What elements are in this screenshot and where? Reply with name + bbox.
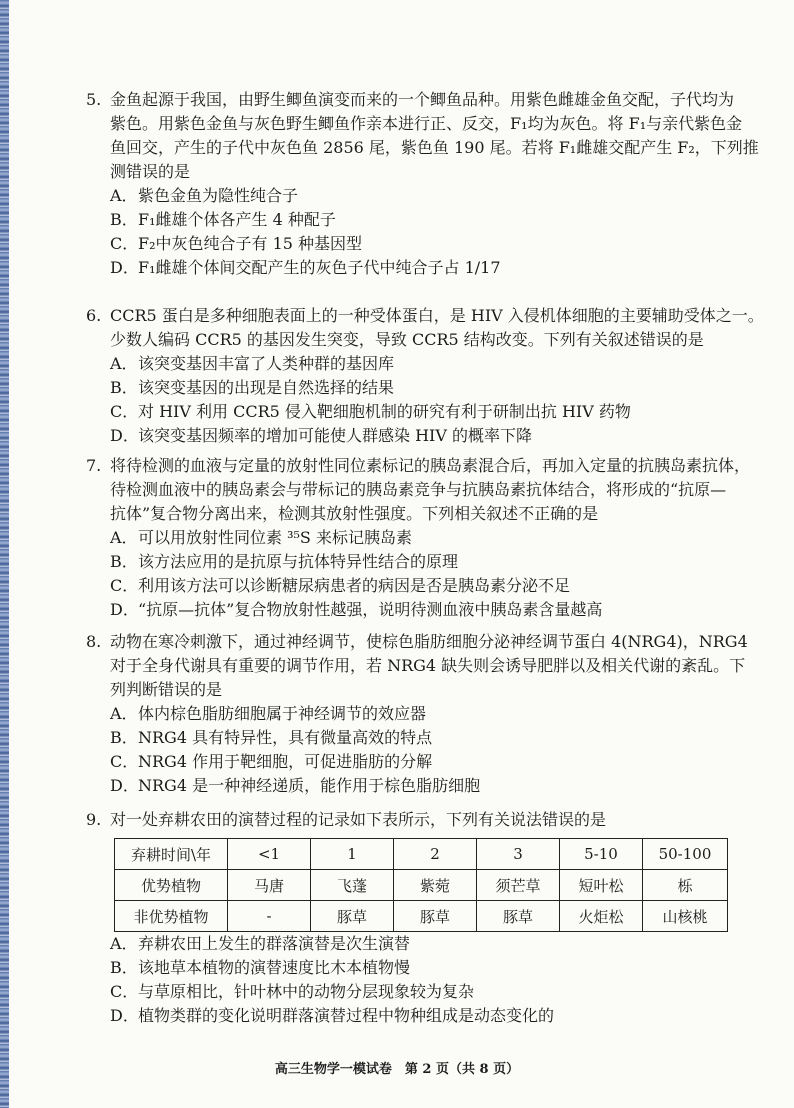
option-a [86,352,754,376]
option-text: 该突变基因的出现是自然选择的结果 [138,378,395,397]
stem-line: 少数人编码 CCR5 的基因发生突变，导致 CCR5 结构改变。下列有关叙述错误的是 [110,330,704,349]
table-cell: 火炬松 [560,901,643,932]
stem-line: 动物在寒冷刺激下，通过神经调节，使棕色脂肪细胞分泌神经调节蛋白 4(NRG4)，NRG4 [110,632,748,651]
table-row [115,870,728,901]
table-cell: 马唐 [228,870,311,901]
table-cell: 飞蓬 [311,870,394,901]
option-label: C． [110,752,139,771]
option-label: B． [110,552,138,571]
option-text: 该地草本植物的演替速度比木本植物慢 [138,958,411,977]
option-text: 对 HIV 利用 CCR5 侵入靶细胞机制的研究有利于研制出抗 HIV 药物 [138,402,631,421]
table-cell: 紫菀 [394,870,477,901]
stem-line: 金鱼起源于我国，由野生鲫鱼演变而来的一个鲫鱼品种。用紫色雌雄金鱼交配，子代均为 [110,90,735,109]
table-cell: 弃耕时间\年 [115,839,228,870]
stem-line: 将待检测的血液与定量的放射性同位素标记的胰岛素混合后，再加入定量的抗胰岛素抗体， [110,456,751,475]
question-number: 8. [86,632,102,651]
option-d [86,598,754,622]
stem-line: 鱼回交，产生的子代中灰色鱼 2856 尾，紫色鱼 190 尾。若将 F₁雌雄交配产生 F₂，下列推 [110,138,759,157]
option-label: C． [110,982,139,1001]
question-9-options [86,932,754,1028]
option-text: NRG4 作用于靶细胞，可促进脂肪的分解 [138,752,433,771]
option-b [86,208,754,232]
option-text: 该突变基因频率的增加可能使人群感染 HIV 的概率下降 [138,426,533,445]
option-a [86,932,754,956]
table-cell: 须芒草 [477,870,560,901]
option-label: D． [110,1006,139,1025]
table-cell: 豚草 [477,901,560,932]
page-footer: 高三生物学一模试卷 第 2 页（共 8 页） [274,1062,520,1077]
option-label: D． [110,426,139,445]
table-cell: 豚草 [311,901,394,932]
option-d [86,256,754,280]
option-text: 体内棕色脂肪细胞属于神经调节的效应器 [138,704,427,723]
question-5-stem [86,88,759,184]
table-cell: 5-10 [560,839,643,870]
scan-edge [0,0,9,1108]
option-a [86,702,754,726]
option-label: B． [110,210,138,229]
stem-line: 对于全身代谢具有重要的调节作用，若 NRG4 缺失则会诱导肥胖以及相关代谢的紊乱。下 [110,656,746,675]
option-label: A． [110,354,138,373]
option-c [86,980,754,1004]
option-text: NRG4 是一种神经递质，能作用于棕色脂肪细胞 [138,776,481,795]
option-c [86,574,754,598]
table-cell: 山核桃 [643,901,728,932]
option-label: B． [110,728,138,747]
table-cell: 50-100 [643,839,728,870]
table-cell: 优势植物 [115,870,228,901]
stem-line: 紫色。用紫色金鱼与灰色野生鲫鱼作亲本进行正、反交，F₁均为灰色。将 F₁与亲代紫色金 [110,114,743,133]
stem-line: CCR5 蛋白是多种细胞表面上的一种受体蛋白，是 HIV 入侵机体细胞的主要辅助受体之一。 [110,306,764,325]
question-number: 9. [86,810,102,829]
option-label: D． [110,600,139,619]
question-8-stem [86,630,754,702]
succession-table [114,838,728,932]
option-label: A． [110,934,138,953]
option-text: 该突变基因丰富了人类种群的基因库 [138,354,395,373]
option-text: F₁雌雄个体间交配产生的灰色子代中纯合子占 1/17 [138,258,501,277]
stem-line: 待检测血液中的胰岛素会与带标记的胰岛素竞争与抗胰岛素抗体结合，将形成的“抗原— [110,480,727,499]
option-text: 紫色金鱼为隐性纯合子 [138,186,299,205]
option-text: 与草原相比，针叶林中的动物分层现象较为复杂 [138,982,475,1001]
option-d [86,774,754,798]
option-d [86,1004,754,1028]
option-text: NRG4 具有特异性，具有微量高效的特点 [138,728,433,747]
option-text: 该方法应用的是抗原与抗体特异性结合的原理 [138,552,459,571]
question-9-stem [86,808,754,832]
option-c [86,232,754,256]
table-cell: 豚草 [394,901,477,932]
option-b [86,956,754,980]
question-number: 5. [86,90,102,109]
option-text: “抗原—抗体”复合物放射性越强，说明待测血液中胰岛素含量越高 [138,600,603,619]
option-label: D． [110,776,139,795]
option-text: 利用该方法可以诊断糖尿病患者的病因是否是胰岛素分泌不足 [138,576,571,595]
option-label: C． [110,402,139,421]
question-8 [86,630,754,798]
question-6-stem [86,304,764,352]
table-cell: 3 [477,839,560,870]
option-c [86,750,754,774]
stem-line: 对一处弃耕农田的演替过程的记录如下表所示，下列有关说法错误的是 [110,810,607,829]
option-b [86,550,754,574]
option-label: B． [110,958,138,977]
option-label: D． [110,258,139,277]
option-b [86,376,754,400]
question-number: 7. [86,456,102,475]
table-cell: 短叶松 [560,870,643,901]
table-cell: 1 [311,839,394,870]
option-text: 可以用放射性同位素 ³⁵S 来标记胰岛素 [138,528,412,547]
table-cell: 栎 [643,870,728,901]
stem-line: 测错误的是 [110,162,191,181]
option-a [86,526,754,550]
question-9 [86,808,754,832]
option-text: 弃耕农田上发生的群落演替是次生演替 [138,934,411,953]
option-text: F₁雌雄个体各产生 4 种配子 [138,210,336,229]
table-cell: 非优势植物 [115,901,228,932]
question-5 [86,88,759,280]
table-cell: 2 [394,839,477,870]
option-label: B． [110,378,138,397]
option-label: A． [110,528,138,547]
option-b [86,726,754,750]
option-label: C． [110,576,139,595]
question-7-stem [86,454,754,526]
option-a [86,184,754,208]
question-number: 6. [86,306,102,325]
stem-line: 列判断错误的是 [110,680,223,699]
option-d [86,424,754,448]
option-label: A． [110,186,138,205]
option-text: F₂中灰色纯合子有 15 种基因型 [138,234,363,253]
option-text: 植物类群的变化说明群落演替过程中物种组成是动态变化的 [138,1006,555,1025]
stem-line: 抗体”复合物分离出来，检测其放射性强度。下列相关叙述不正确的是 [110,504,599,523]
table-row [115,839,728,870]
question-6 [86,304,764,448]
table-cell: <1 [228,839,311,870]
option-c [86,400,754,424]
table-cell: - [228,901,311,932]
table-row [115,901,728,932]
question-7 [86,454,754,622]
option-label: A． [110,704,138,723]
option-label: C． [110,234,139,253]
